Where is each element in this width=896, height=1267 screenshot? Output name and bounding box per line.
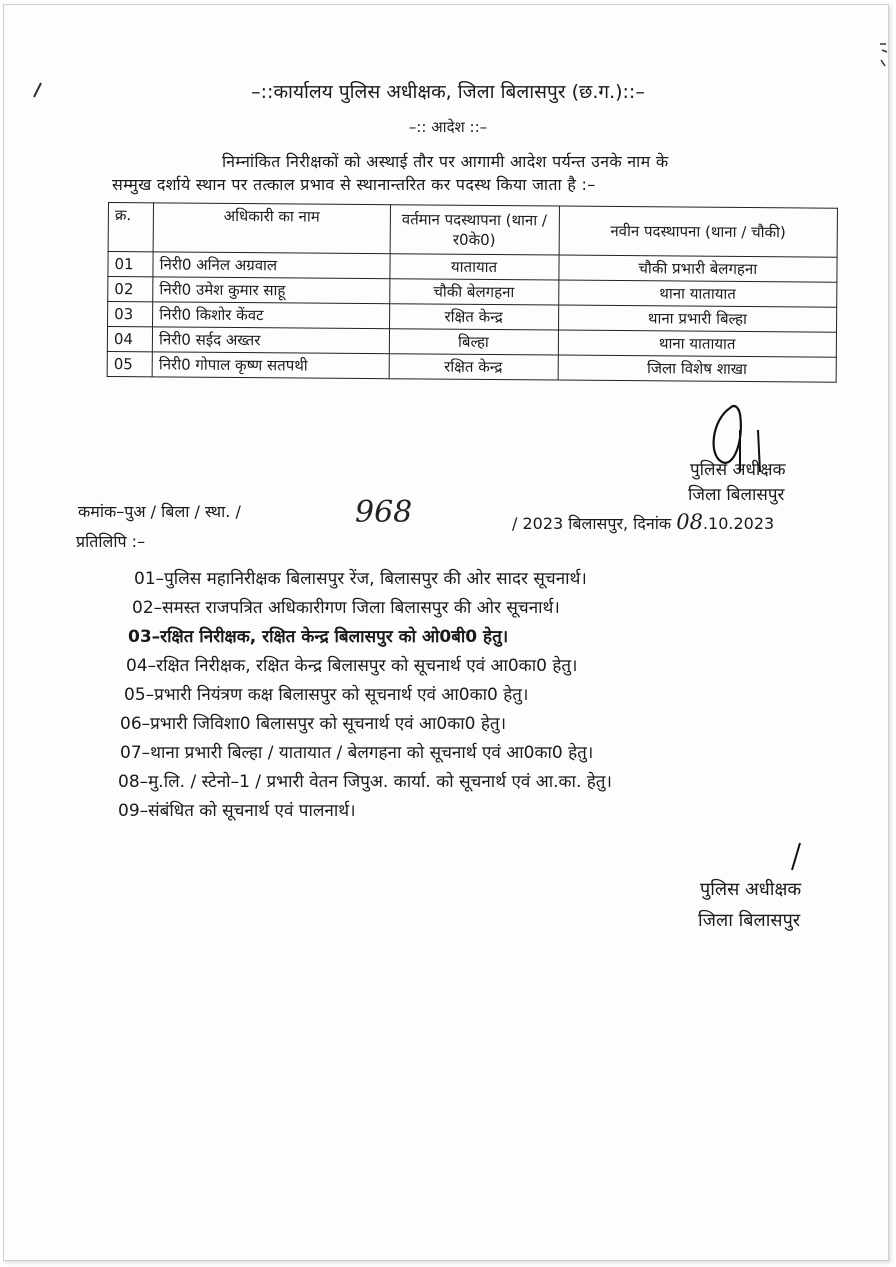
cell-current-posting: बिल्हा: [389, 329, 558, 355]
header-serial: क्र.: [108, 203, 154, 252]
cell-current-posting: चौकी बेलगहना: [389, 279, 558, 305]
list-item: 01–पुलिस महानिरीक्षक बिलासपुर रेंज, बिलासपुर की ओर सादर सूचनार्थ।: [134, 569, 587, 589]
date-prefix: / 2023 बिलासपुर, दिनांक: [512, 514, 672, 533]
cell-serial: 04: [107, 327, 152, 352]
signatory-title: पुलिस अधीक्षक: [700, 879, 802, 900]
intro-line-2: सम्मुख दर्शाये स्थान पर तत्काल प्रभाव से स्थानान्तरित कर पदस्थ किया जाता है :–: [112, 175, 596, 194]
cell-officer-name: निरी0 अनिल अग्रवाल: [153, 252, 390, 279]
signatory-title: पुलिस अधीक्षक: [690, 460, 786, 480]
cell-officer-name: निरी0 उमेश कुमार साहू: [153, 277, 390, 304]
cell-new-posting: थाना यातायात: [558, 330, 837, 357]
table-row: [107, 351, 836, 382]
cell-current-posting: यातायात: [389, 254, 558, 280]
table-header-row: [108, 203, 837, 258]
list-item: 08–मु.लि. / स्टेनो–1 / प्रभारी वेतन जिपुअ. कार्या. को सूचनार्थ एवं आ.का. हेतु।: [118, 772, 612, 792]
reference-prefix: कमांक–पुअ / बिला / स्था. /: [78, 502, 241, 521]
reference-number: 968: [355, 495, 413, 530]
cell-serial: 02: [108, 277, 153, 302]
list-item: 07–थाना प्रभारी बिल्हा / यातायात / बेलगहना को सूचनार्थ एवं आ0का0 हेतु।: [120, 743, 594, 763]
copy-to-label: प्रतिलिपि :–: [76, 532, 146, 551]
cell-serial: 01: [108, 252, 153, 277]
cell-new-posting: चौकी प्रभारी बेलगहना: [559, 255, 838, 282]
edge-mark: [876, 40, 890, 70]
cell-current-posting: रक्षित केन्द्र: [389, 354, 558, 380]
cell-new-posting: जिला विशेष शाखा: [558, 355, 837, 382]
header-officer-name: अधिकारी का नाम: [153, 203, 390, 254]
cell-current-posting: रक्षित केन्द्र: [389, 304, 558, 330]
list-item: 05–प्रभारी नियंत्रण कक्ष बिलासपुर को सूचनार्थ एवं आ0का0 हेतु।: [124, 685, 529, 705]
order-heading: –:: आदेश ::–: [408, 118, 488, 136]
reference-date: [512, 510, 774, 534]
cell-officer-name: निरी0 किशोर केंवट: [153, 302, 390, 329]
signatory-place: जिला बिलासपुर: [688, 485, 785, 505]
cell-serial: 03: [108, 302, 153, 327]
signatory-place: जिला बिलासपुर: [698, 910, 801, 931]
intro-line-1: निम्नांकित निरीक्षकों को अस्थाई तौर पर आगामी आदेश पर्यन्त उनके नाम के: [222, 152, 669, 171]
cell-officer-name: निरी0 गोपाल कृष्ण सतपथी: [152, 352, 389, 379]
office-title: –::कार्यालय पुलिस अधीक्षक, जिला बिलासपुर (छ.ग.)::–: [251, 81, 645, 103]
header-current-posting: वर्तमान पदस्थापना (थाना / र0के0): [390, 205, 559, 255]
date-day: 08: [676, 510, 703, 534]
list-item: 06–प्रभारी जिविशा0 बिलासपुर को सूचनार्थ एवं आ0का0 हेतु।: [120, 714, 507, 734]
date-suffix: .10.2023: [702, 514, 775, 533]
list-item: 09–संबंधित को सूचनार्थ एवं पालनार्थ।: [118, 801, 356, 821]
cell-new-posting: थाना यातायात: [558, 280, 837, 307]
cell-officer-name: निरी0 सईद अख्तर: [152, 327, 389, 354]
list-item: 02–समस्त राजपत्रित अधिकारीगण जिला बिलासपुर की ओर सूचनार्थ।: [132, 598, 560, 618]
handwritten-signature: [782, 840, 812, 874]
copy-list: [118, 565, 612, 826]
transfer-table: [107, 202, 838, 383]
list-item: 03–रक्षित निरीक्षक, रक्षित केन्द्र बिलासपुर को ओ0बी0 हेतु।: [128, 627, 509, 647]
header-new-posting: नवीन पदस्थापना (थाना / चौकी): [559, 206, 838, 257]
list-item: 04–रक्षित निरीक्षक, रक्षित केन्द्र बिलासपुर को सूचनार्थ एवं आ0का0 हेतु।: [126, 656, 578, 676]
cell-serial: 05: [107, 351, 152, 376]
cell-new-posting: थाना प्रभारी बिल्हा: [558, 305, 837, 332]
